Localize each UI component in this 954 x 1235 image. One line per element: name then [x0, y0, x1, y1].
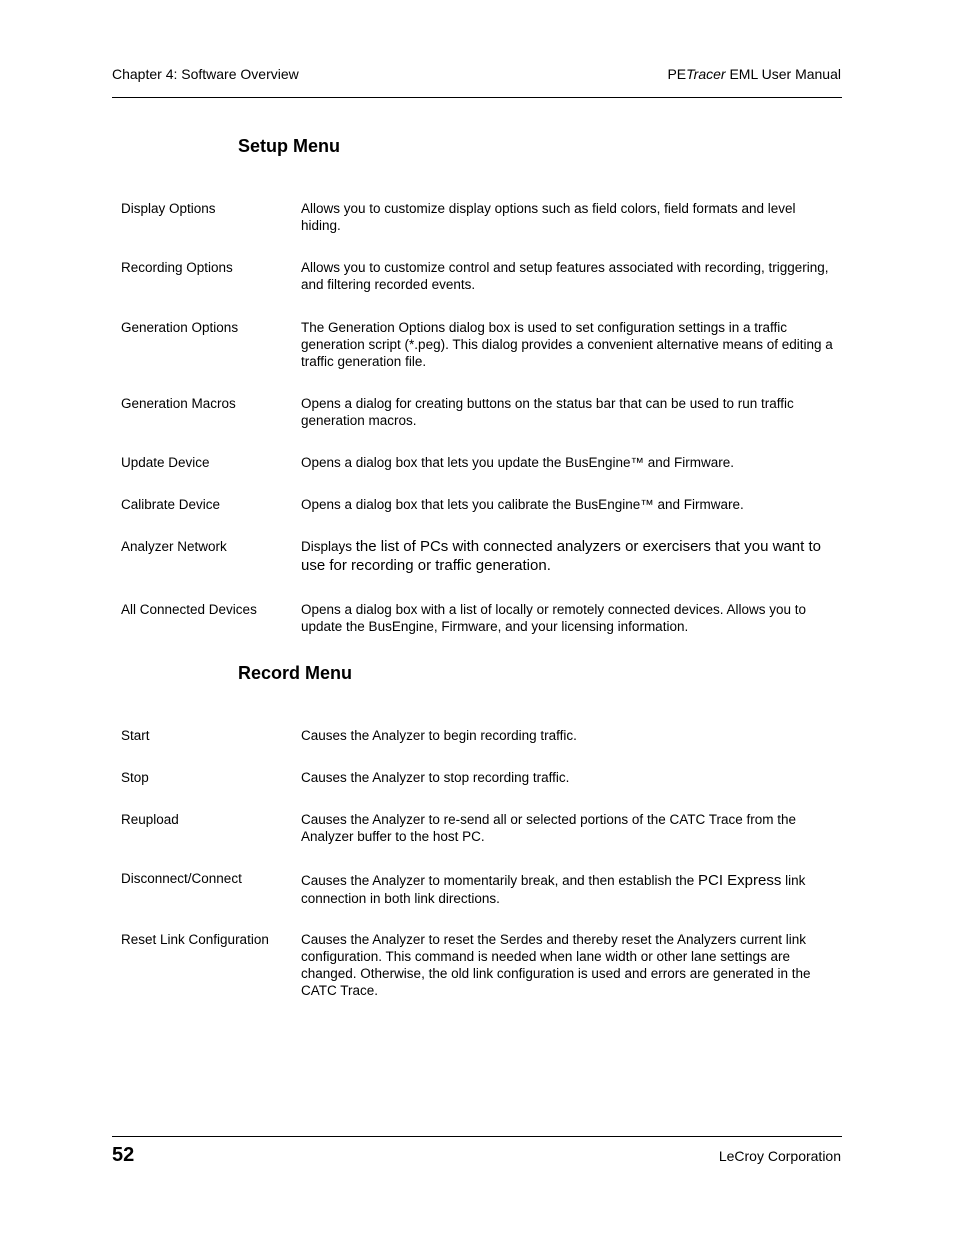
- term: Calibrate Device: [121, 497, 221, 512]
- description-lead: Displays: [301, 539, 356, 554]
- term: Recording Options: [121, 260, 233, 275]
- description: Causes the Analyzer to re-send all or selected portions of the CATC Trace from the Analyzer buffer to the host PC.: [301, 812, 796, 844]
- page-number: 52: [112, 1144, 135, 1166]
- product-italic: Tracer: [686, 66, 726, 82]
- footer-rule: [112, 1136, 842, 1137]
- term: Generation Options: [121, 320, 239, 335]
- term: Reupload: [121, 812, 179, 827]
- running-header-title: [667, 66, 841, 82]
- term: Reset Link Configuration: [121, 932, 269, 947]
- record-menu-title: Record Menu: [238, 663, 353, 683]
- description: Causes the Analyzer to begin recording traffic.: [301, 728, 577, 743]
- product-prefix: PE: [667, 66, 687, 82]
- description: Causes the Analyzer to reset the Serdes and thereby reset the Analyzers current link configuration. This command is needed when lane width or other lane settings are changed. Otherwise, the old link configuration is used and errors are generated in the CATC Trace.: [301, 932, 811, 998]
- description-part-b: PCI Express: [697, 872, 782, 889]
- term: Analyzer Network: [121, 539, 227, 554]
- description: Causes the Analyzer to stop recording traffic.: [301, 770, 570, 785]
- term: Stop: [121, 770, 149, 785]
- description: Opens a dialog box that lets you calibrate the BusEngine™ and Firmware.: [301, 497, 744, 512]
- running-header-chapter: Chapter 4: Software Overview: [112, 66, 299, 82]
- description-part-a: Causes the Analyzer to momentarily break, and then establish the: [301, 873, 698, 888]
- product-suffix: EML User Manual: [725, 66, 841, 82]
- term: Disconnect/Connect: [121, 871, 242, 886]
- term: Start: [121, 728, 150, 743]
- description-body: the list of PCs with connected analyzers or exercisers that you want to use for recording or traffic generation.: [301, 538, 821, 574]
- description: Allows you to customize display options such as field colors, field formats and level hiding.: [301, 201, 796, 233]
- description: Opens a dialog box that lets you update the BusEngine™ and Firmware.: [301, 455, 735, 470]
- term: Display Options: [121, 201, 216, 216]
- description: Opens a dialog for creating buttons on the status bar that can be used to run traffic generation macros.: [301, 396, 794, 428]
- term: All Connected Devices: [121, 602, 257, 617]
- description: [301, 871, 836, 907]
- header-rule: [112, 97, 842, 98]
- description: [301, 537, 836, 575]
- term: Generation Macros: [121, 396, 236, 411]
- description: Allows you to customize control and setup features associated with recording, triggering, and filtering recorded events.: [301, 260, 829, 292]
- setup-menu-title: Setup Menu: [238, 136, 340, 156]
- description-part-c: link connection in both link directions.: [301, 873, 806, 906]
- description: The Generation Options dialog box is used to set configuration settings in a traffic generation script (*.peg). This dialog provides a convenient alternative means of editing a traffic generation file.: [301, 320, 833, 369]
- term: Update Device: [121, 455, 210, 470]
- footer-company: LeCroy Corporation: [718, 1148, 841, 1164]
- description: Opens a dialog box with a list of locally or remotely connected devices. Allows you to update the BusEngine, Firmware, and your licensing information.: [301, 602, 807, 634]
